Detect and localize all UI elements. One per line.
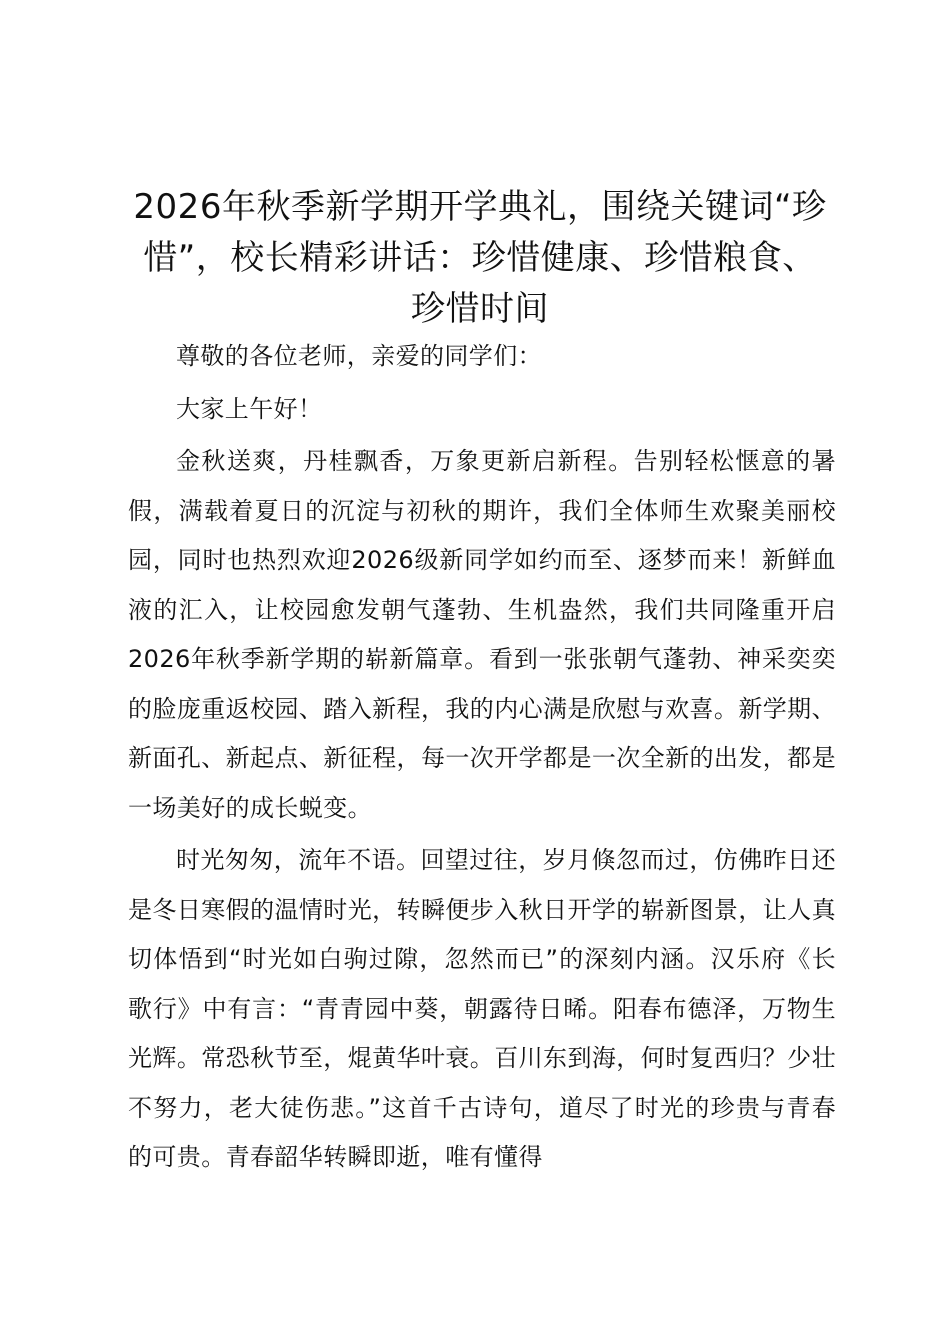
salutation-paragraph: 尊敬的各位老师，亲爱的同学们： xyxy=(176,342,542,370)
greeting-paragraph: 大家上午好！ xyxy=(176,394,323,423)
body-paragraph: 时光匆匆，流年不语。回望过往，岁月倏忽而过，仿佛昨日还是冬日寒假的温情时光，转瞬便步入秋日开学的崭新图景，让人真切体悟到“时光如白驹过隙，忽然而已”的深刻内涵。汉乐府《长歌行》中有言：“青青园中葵，朝露待日晞。阳春布德泽，万物生光辉。常恐秋节至，焜黄华叶衰。百川东到海，何时复西归？少壮不努力，老大徒伤悲。”这首千古诗句，道尽了时光的珍贵与青春的可贵。青春韶华转瞬即逝，唯有懂得 xyxy=(128,846,836,1171)
body-paragraph: 金秋送爽，丹桂飘香，万象更新启新程。告别轻松惬意的暑假，满载着夏日的沉淀与初秋的期许，我们全体师生欢聚美丽校园，同时也热烈欢迎2026级新同学如约而至、逐梦而来！新鲜血液的汇入，让校园愈发朝气蓬勃、生机盎然，我们共同隆重开启2026年秋季新学期的崭新篇章。看到一张张朝气蓬勃、神采奕奕的脸庞重返校园、踏入新程，我的内心满是欣慰与欢喜。新学期、新面孔、新起点、新征程，每一次开学都是一次全新的出发，都是一场美好的成长蜕变。 xyxy=(128,447,836,822)
document-title: 2026年秋季新学期开学典礼，围绕关键词“珍惜”，校长精彩讲话：珍惜健康、珍惜粮食、珍惜时间 xyxy=(133,187,827,329)
document-body xyxy=(128,332,836,1186)
